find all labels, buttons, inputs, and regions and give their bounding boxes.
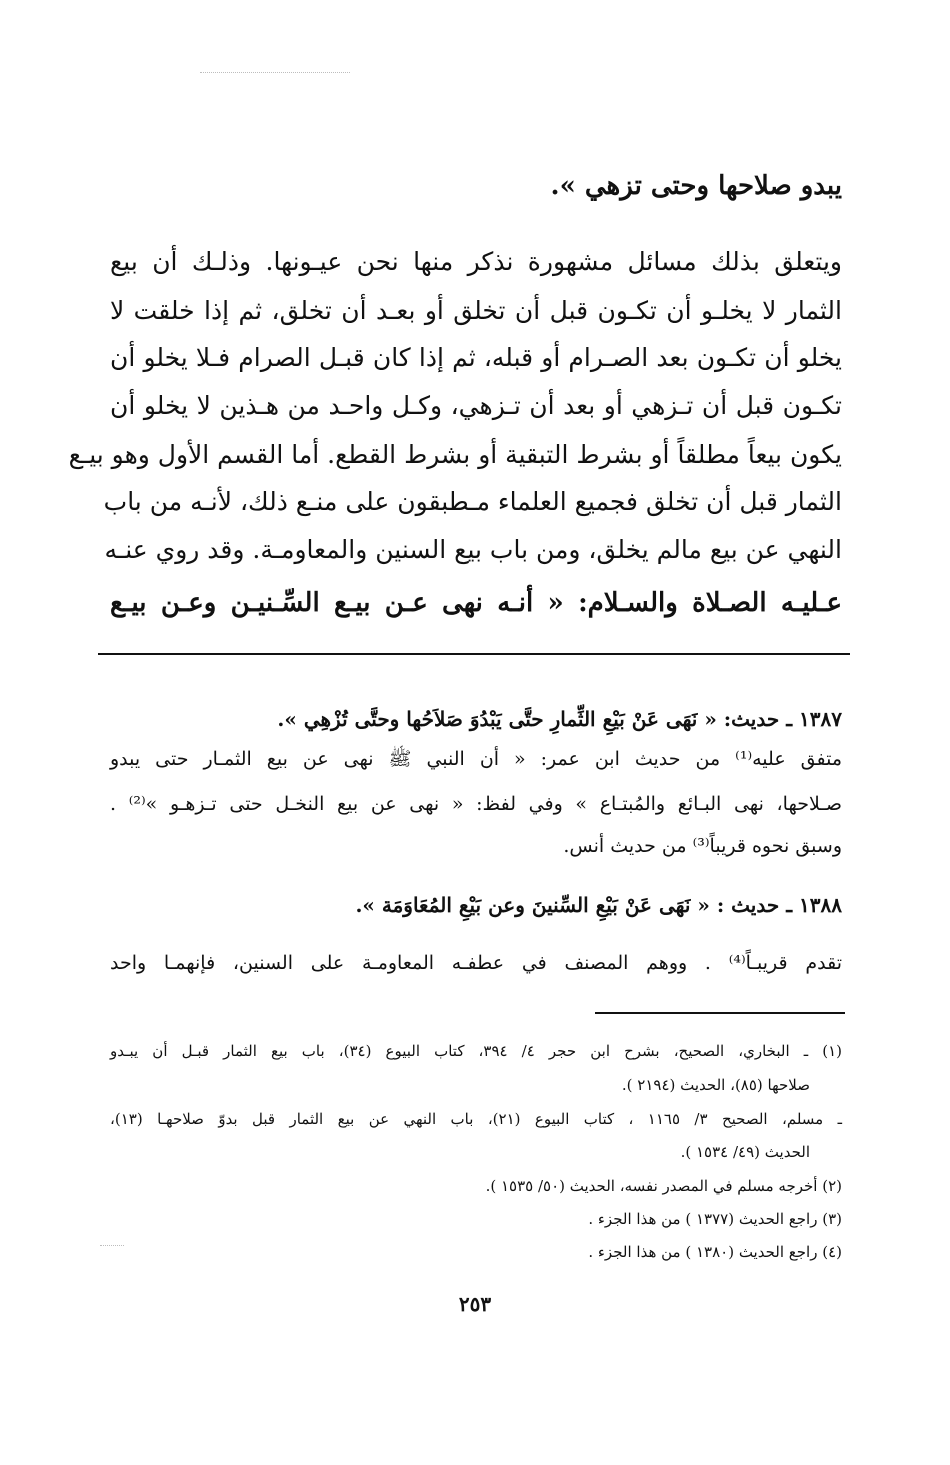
main-separator-rule xyxy=(98,653,850,655)
main-line-3: الثمار لا يخلـو أن تكـون قبل أن تخلق أو بعـد أن تخلق، ثم إذا خلقت لا xyxy=(110,296,842,325)
footnote-3: (٣) راجع الحديث (١٣٧٧ ) من هذا الجزء . xyxy=(588,1210,842,1228)
main-line-5: تكـون قبل أن تـزهي أو بعد أن تـزهي، وكـل واحـد من هـذين لا يخلو أن xyxy=(110,391,842,420)
footnote-1-line-1: (١) ـ البخاري، الصحيح، بشرح ابن حجر ٤/ ٣٩٤، كتاب البيوع (٣٤)، باب بيع الثمار قبـل أن يبـدو xyxy=(110,1042,842,1060)
main-line-6: يكون بيعاً مطلقاً أو بشرط التبقية أو بشرط القطع. أما القسم الأول وهو بيـع xyxy=(68,440,842,469)
footnote-4: (٤) راجع الحديث (١٣٨٠ ) من هذا الجزء . xyxy=(588,1243,842,1261)
footnote-1-line-2: صلاحها (٨٥)، الحديث (٢١٩٤ ). xyxy=(621,1076,810,1094)
main-line-9: عـليـه الصـلاة والسـلام: « أنـه نهى عـن بيـع السِّـنيـن وعـن بيـع xyxy=(110,588,842,618)
hadith-1388-title: ١٣٨٨ ـ حديث : « نَهَى عَنْ بَيْعِ السِّنينَ وعن بَيْعِ المُعَاوَمَة ». xyxy=(355,893,842,917)
scan-speck-top xyxy=(200,72,350,73)
footnote-1-line-3: ـ مسلم، الصحيح ٣/ ١١٦٥ ، كتاب البيوع (٢١)، باب النهي عن بيع الثمار قبل بدوّ صلاحهـا (١٣)، xyxy=(110,1110,843,1128)
hadith-1387-title: ١٣٨٧ ـ حديث: « نَهَى عَنْ بَيْعِ الثِّمارِ حتَّى يَبْدُوَ صَلاَحُها وحتَّى تُزْهِي ». xyxy=(277,707,842,731)
main-line-4: يخلو أن تكـون بعد الصـرام أو قبله، ثم إذا كان قبـل الصرام فـلا يخلو أن xyxy=(110,343,842,372)
page-number: ٢٥٣ xyxy=(458,1292,492,1316)
hadith-1387-line-3: وسبق نحوه قريباً⁽³⁾ من حديث أنس. xyxy=(563,835,842,857)
main-line-1: يبدو صلاحها وحتى تزهي ». xyxy=(550,171,842,201)
footnote-separator-rule xyxy=(595,1012,845,1014)
footnote-1-line-4: الحديث (٤٩/ ١٥٣٤ ). xyxy=(680,1143,810,1161)
hadith-1388-line-1: تقدم قريبـاً⁽⁴⁾ . ووهم المصنف في عطفـه المعاومـة على السنين، فإنهمـا واحد xyxy=(110,952,842,974)
footnote-2: (٢) أخرجه مسلم في المصدر نفسه، الحديث (٥٠/ ١٥٣٥ ). xyxy=(485,1177,842,1195)
main-line-8: النهي عن بيع مالم يخلق، ومن باب بيع السنين والمعاومـة. وقد روي عنـه xyxy=(104,535,842,564)
hadith-1387-line-1: متفق عليه⁽¹⁾ من حديث ابن عمر: « أن النبي ﷺ نهى عن بيع الثمـار حتى يبدو xyxy=(110,748,843,770)
main-line-7: الثمار قبل أن تخلق فجميع العلماء مـطبقون على منـع ذلك، لأنـه من باب xyxy=(103,487,842,516)
hadith-1387-line-2: صـلاحها، نهى البـائع والمُبتـاع » وفي لفظ: « نهى عن بيع النخـل حتى تـزهـو »⁽²⁾ . xyxy=(110,793,842,815)
main-line-2: ويتعلق بذلك مسائل مشهورة نذكر منها نحن عيـونها. وذلـك أن بيع xyxy=(110,247,842,276)
